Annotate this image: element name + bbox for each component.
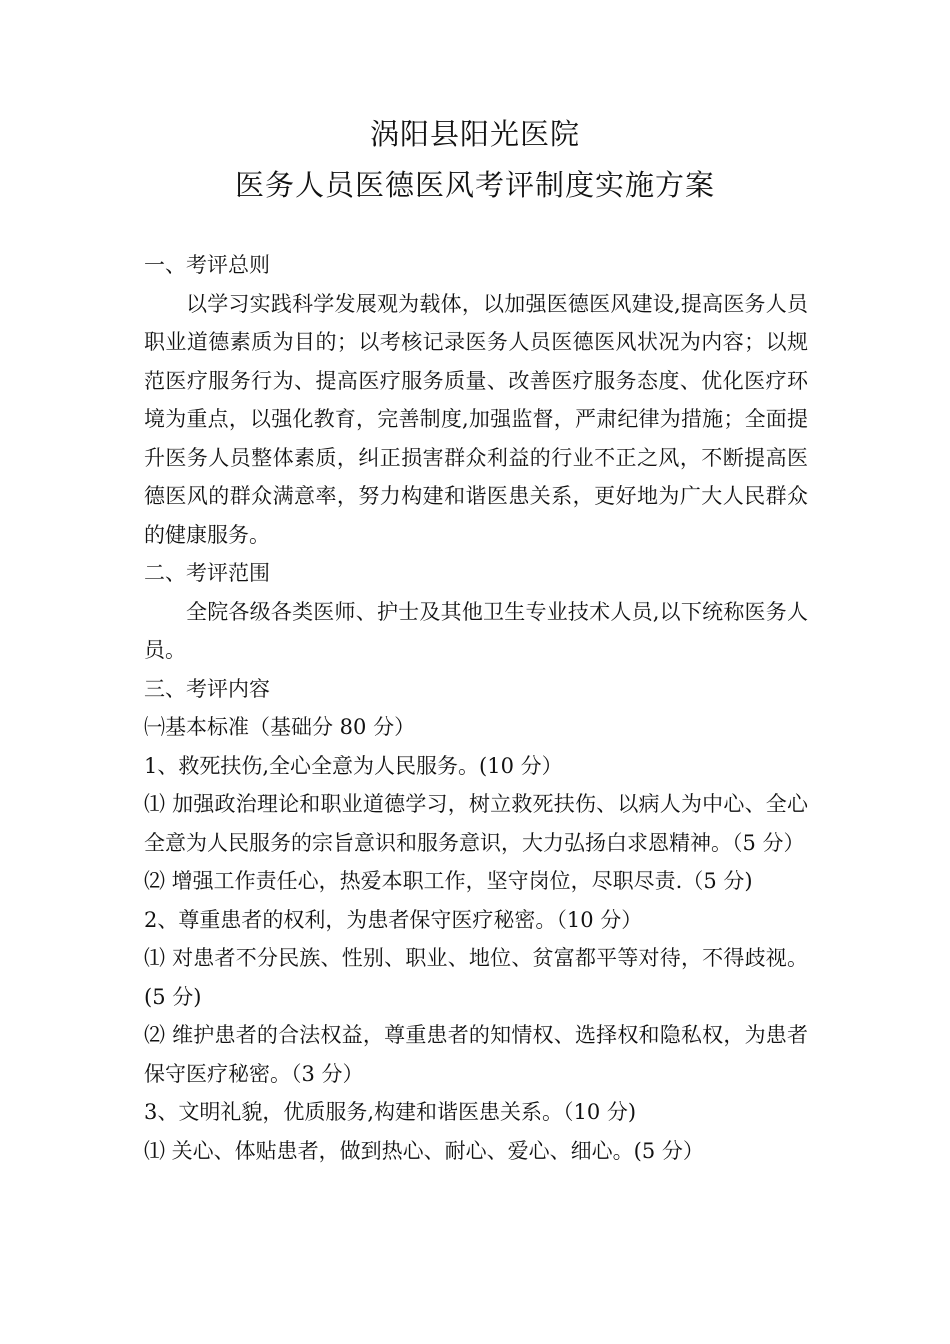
item-3-1: ⑴ 关心、体贴患者，做到热心、耐心、爱心、细心。(5 分）	[144, 1138, 704, 1163]
item-2-1: ⑴ 对患者不分民族、性别、职业、地位、贫富都平等对待，不得歧视。(5 分)	[144, 946, 808, 1009]
document-title-hospital: 涡阳县阳光医院	[369, 117, 580, 151]
item-1-1: ⑴ 加强政治理论和职业道德学习，树立救死扶伤、以病人为中心、全心全意为人民服务的宗旨意识和服务意识，大力弘扬白求恩精神。（5 分）	[144, 792, 808, 855]
subheading-basic-standard: ㈠基本标准（基础分 80 分）	[144, 715, 416, 739]
item-1-2: ⑵ 增强工作责任心，热爱本职工作，坚守岗位，尽职尽责.（5 分)	[144, 869, 753, 893]
item-1: 1、救死扶伤,全心全意为人民服务。(10 分）	[144, 753, 563, 778]
paragraph-general-principles: 以学习实践科学发展观为载体，以加强医德医风建设,提高医务人员职业道德素质为目的；以考核记录医务人员医德医风状况为内容；以规范医疗服务行为、提高医疗服务质量、改善医疗服务态度、优化医疗环境为重点，以强化教育，完善制度,加强监督，严肃纪律为措施；全面提升医务人员整体素质，纠正损害群众利益的行业不正之风，不断提高医德医风的群众满意率，努力构建和谐医患关系，更好地为广大人民群众的健康服务。	[144, 291, 808, 547]
paragraph-scope: 全院各级各类医师、护士及其他卫生专业技术人员,以下统称医务人员。	[144, 599, 808, 662]
document-title-plan: 医务人员医德医风考评制度实施方案	[234, 168, 715, 202]
section-heading-content: 三、考评内容	[144, 676, 270, 701]
item-3: 3、文明礼貌，优质服务,构建和谐医患关系。（10 分)	[144, 1100, 637, 1124]
document-body	[144, 246, 808, 1170]
section-heading-general-principles: 一、考评总则	[144, 253, 270, 277]
item-2: 2、尊重患者的权利，为患者保守医疗秘密。（10 分）	[144, 907, 643, 932]
section-heading-scope: 二、考评范围	[144, 561, 270, 585]
item-2-2: ⑵ 维护患者的合法权益，尊重患者的知情权、选择权和隐私权，为患者保守医疗秘密。（3 分）	[144, 1023, 808, 1086]
